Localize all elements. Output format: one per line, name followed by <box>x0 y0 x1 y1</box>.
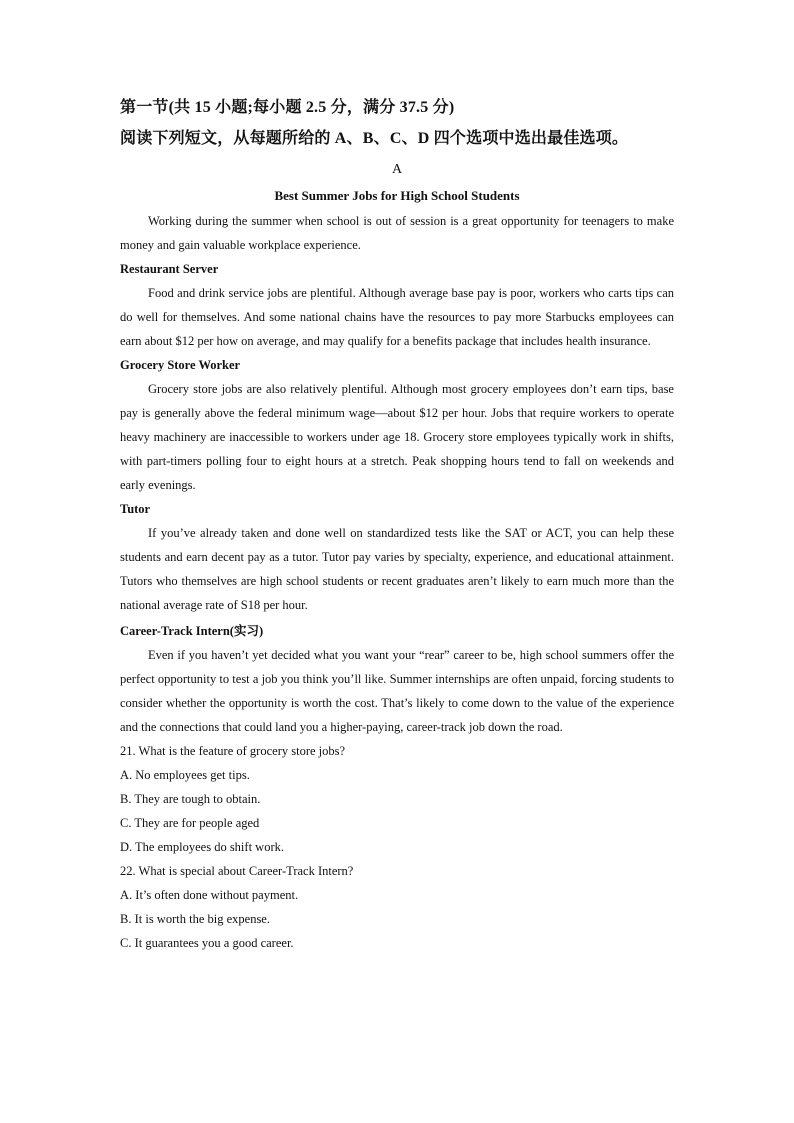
section-body-career-track-intern: Even if you haven’t yet decided what you want your “rear” career to be, high school summers offer the perfect opportunity to test a job you think you’ll like. Summer internships are often unpaid, forcing students to consider whether the opportunity is worth the cost. That’s likely to come down to the value of the experience and the connections that could land you a higher-paying, career-track job down the road. <box>120 648 674 734</box>
section-heading-restaurant-server: Restaurant Server <box>120 262 219 276</box>
section-heading-career-track-intern: Career-Track Intern(实习) <box>120 624 264 638</box>
option-b: B. It is worth the big expense. <box>120 912 270 926</box>
question-stem: 22. What is special about Career-Track Intern? <box>120 864 354 878</box>
section-heading-grocery-store-worker: Grocery Store Worker <box>120 358 241 372</box>
option-d: D. The employees do shift work. <box>120 840 284 854</box>
passage-intro: Working during the summer when school is out of session is a great opportunity for teenagers to make money and gain valuable workplace experience. <box>120 214 674 252</box>
question-stem: 21. What is the feature of grocery store jobs? <box>120 744 346 758</box>
option-a: A. It’s often done without payment. <box>120 888 299 902</box>
option-c: C. It guarantees you a good career. <box>120 936 294 950</box>
passage-letter: A <box>391 162 403 177</box>
passage-title: Best Summer Jobs for High School Students <box>274 188 520 203</box>
exam-page <box>120 92 674 955</box>
section-heading: 第一节(共 15 小题;每小题 2.5 分，满分 37.5 分) <box>120 99 455 116</box>
question-22 <box>120 859 674 955</box>
section-heading-tutor: Tutor <box>120 502 151 516</box>
section-body-tutor: If you’ve already taken and done well on standardized tests like the SAT or ACT, you can help these students and earn decent pay as a tutor. Tutor pay varies by specialty, experience, and educational attainment. Tutors who themselves are high school students or recent graduates aren’t likely to earn much more than the national average rate of S18 per hour. <box>120 526 674 612</box>
option-a: A. No employees get tips. <box>120 768 250 782</box>
option-b: B. They are tough to obtain. <box>120 792 261 806</box>
section-instruction: 阅读下列短文，从每题所给的 A、B、C、D 四个选项中选出最佳选项。 <box>120 130 629 147</box>
question-21 <box>120 739 674 859</box>
option-c: C. They are for people aged <box>120 816 260 830</box>
section-body-restaurant-server: Food and drink service jobs are plentiful. Although average base pay is poor, workers who carts tips can do well for themselves. And some national chains have the resources to pay more Starbucks employees can earn about $12 per how on average, and may qualify for a benefits package that includes health insurance. <box>120 286 674 348</box>
section-body-grocery-store-worker: Grocery store jobs are also relatively plentiful. Although most grocery employees don’t earn tips, base pay is generally above the federal minimum wage—about $12 per hour. Jobs that require workers to operate heavy machinery are inaccessible to workers under age 18. Grocery store employees typically work in shifts, with part-timers polling four to eight hours at a stretch. Peak shopping hours tend to fall on weekends and early evenings. <box>120 382 674 492</box>
